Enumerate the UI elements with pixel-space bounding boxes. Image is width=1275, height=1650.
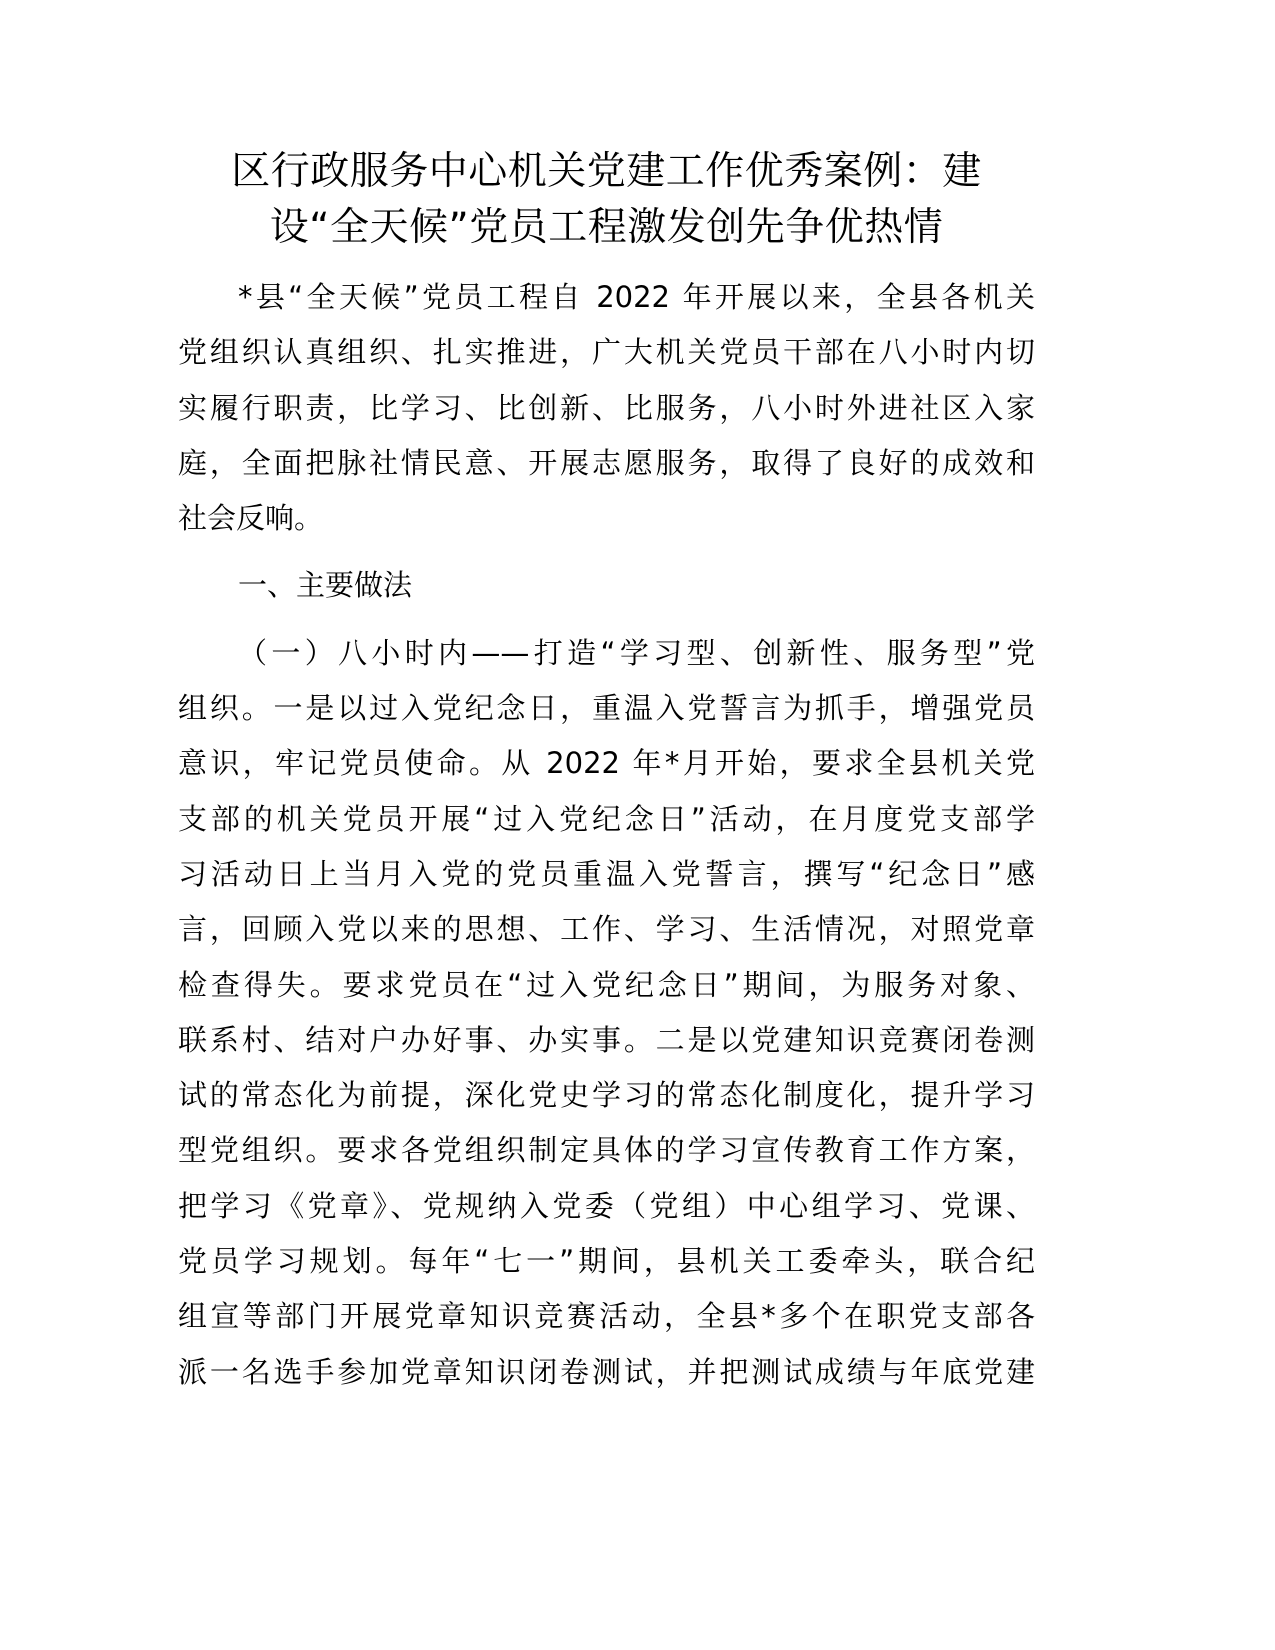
text-line: *县“全天候”党员工程自 2022 年开展以来，全县各机关 <box>238 280 1035 314</box>
text-line: 党组织认真组织、扎实推进，广大机关党员干部在八小时内切 <box>178 335 1035 370</box>
paragraph-gap <box>178 614 1035 626</box>
text-line: （一）八小时内——打造“学习型、创新性、服务型”党 <box>238 635 1035 670</box>
document-body <box>178 270 1035 1400</box>
text-line: 型党组织。要求各党组织制定具体的学习宣传教育工作方案， <box>178 1133 1035 1168</box>
paragraph-eight-hours <box>178 626 1035 1400</box>
heading-main-practices: 一、主要做法 <box>238 568 413 603</box>
text-line: 组宣等部门开展党章知识竞赛活动，全县*多个在职党支部各 <box>178 1299 1035 1334</box>
text-line: 社会反响。 <box>178 501 324 536</box>
text-line: 组织。一是以过入党纪念日，重温入党誓言为抓手，增强党员 <box>178 691 1035 726</box>
paragraph-intro <box>178 270 1035 546</box>
document-title <box>178 144 1035 256</box>
section-heading <box>178 558 1035 613</box>
title-line-2: 设“全天候”党员工程激发创先争优热情 <box>269 205 944 250</box>
text-line: 支部的机关党员开展“过入党纪念日”活动，在月度党支部学 <box>178 801 1035 836</box>
text-line: 检查得失。要求党员在“过入党纪念日”期间，为服务对象、 <box>178 967 1035 1002</box>
text-line: 把学习《党章》、党规纳入党委（党组）中心组学习、党课、 <box>178 1188 1035 1223</box>
text-line: 派一名选手参加党章知识闭卷测试，并把测试成绩与年底党建 <box>178 1354 1035 1389</box>
text-line: 党员学习规划。每年“七一”期间，县机关工委牵头，联合纪 <box>178 1244 1035 1279</box>
text-line: 试的常态化为前提，深化党史学习的常态化制度化，提升学习 <box>178 1078 1035 1113</box>
text-line: 庭，全面把脉社情民意、开展志愿服务，取得了良好的成效和 <box>178 445 1035 480</box>
title-line-1: 区行政服务中心机关党建工作优秀案例：建 <box>231 149 982 194</box>
text-line: 意识，牢记党员使命。从 2022 年*月开始，要求全县机关党 <box>178 746 1035 781</box>
paragraph-gap <box>178 546 1035 558</box>
text-line: 联系村、结对户办好事、办实事。二是以党建知识竞赛闭卷测 <box>178 1022 1035 1057</box>
text-line: 实履行职责，比学习、比创新、比服务，八小时外进社区入家 <box>178 390 1035 425</box>
text-line: 习活动日上当月入党的党员重温入党誓言，撰写“纪念日”感 <box>178 856 1035 891</box>
text-line: 言，回顾入党以来的思想、工作、学习、生活情况，对照党章 <box>178 912 1035 947</box>
